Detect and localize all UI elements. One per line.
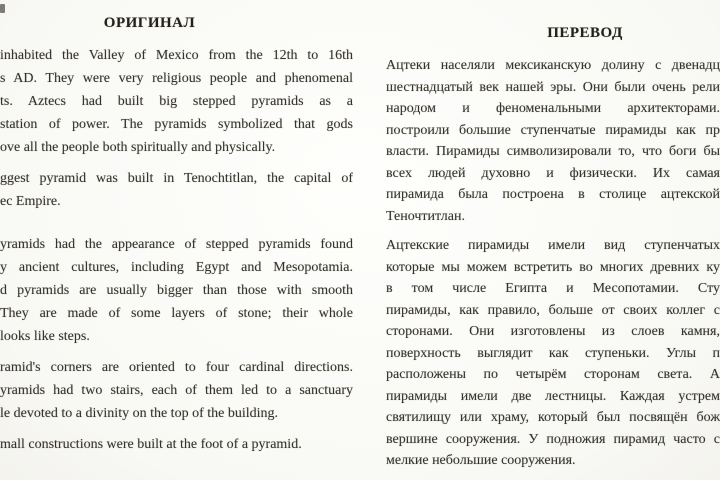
text-line: They are made of some layers of stone; their whole [0,306,353,321]
text-line: пирамида была построена в столице ацтекской [386,187,720,202]
text-line: расположены по четырём сторонам света. А [386,367,720,382]
paragraph [0,167,353,213]
paragraph [386,55,720,227]
text-line: d pyramids are usually bigger than those with smooth [0,283,353,298]
text-line: ramid's corners are oriented to four cardinal directions. [0,360,353,375]
text-line: шестнадцатый век нашей эры. Они были очень рели [386,79,720,95]
text-line: inhabited the Valley of Mexico from the 12th to 16th [0,48,353,63]
text-line: ggest pyramid was built in Tenochtitlan, the capital of [0,171,353,186]
text-line: власти. Пирамиды символизировали то, что боги бы [386,144,720,159]
original-column [0,14,353,464]
translation-column [386,24,720,480]
text-line: yramids had two stairs, each of them led to a sanctuary [0,383,353,398]
text-line: всех людей духовно и физически. Их самая [386,165,720,181]
paragraph [0,356,353,425]
text-line: построили большие ступенчатые пирамиды как пр [386,122,720,138]
text-line: mall constructions were built at the foot of a pyramid. [0,437,302,452]
original-text-block [0,44,353,456]
text-line: s AD. They were very religious people and phenomenal [0,71,353,86]
text-line: ove all the people both spiritually and physically. [0,140,276,155]
paragraph [0,433,353,456]
text-line: сторонами. Они изготовлены из слоев камня, [386,324,720,339]
text-line: пирамиды, как правило, больше от своих коллег с [386,302,720,318]
paragraph [0,233,353,348]
text-line: мелкие небольшие сооружения. [386,453,576,468]
text-line: которые мы можем встретить во многих древних ку [386,259,720,275]
text-line: yramids had the appearance of stepped pyramids found [0,237,353,252]
text-line: station of power. The pyramids symbolized that gods [0,117,353,132]
column-title-translation: ПЕРЕВОД [547,25,623,41]
text-line: пирамиды имели две лестницы. Каждая устрем [386,388,720,404]
text-line: поверхность выглядит как ступеньки. Углы п [386,345,720,361]
text-line: Ацтекские пирамиды имели вид ступенчатых [386,238,720,253]
text-line: ec Empire. [0,194,61,209]
cut-text-fragment [0,4,5,13]
text-line: Теночтитлан. [386,208,465,224]
translation-text-block [386,55,720,472]
text-line: looks like steps. [0,329,90,344]
text-line: y ancient cultures, including Egypt and Mesopotamia. [0,260,353,275]
text-line: народом и феноменальными архитекторами. [386,101,720,116]
column-title-original: ОРИГИНАЛ [103,15,196,31]
text-line: le devoted to a divinity on the top of the building. [0,406,279,421]
text-line: ts. Aztecs had built big stepped pyramids as a [0,94,353,109]
text-line: Ацтеки населяли мексиканскую долину с двенадц [386,58,720,73]
text-line: святилищу или храму, который был посвящён бож [386,410,720,425]
paragraph [0,44,353,159]
text-line: в том числе Египта и Месопотамии. Сту [386,281,720,296]
paragraph [386,235,720,472]
text-line: вершине сооружения. У подножия пирамид часто с [386,431,720,447]
